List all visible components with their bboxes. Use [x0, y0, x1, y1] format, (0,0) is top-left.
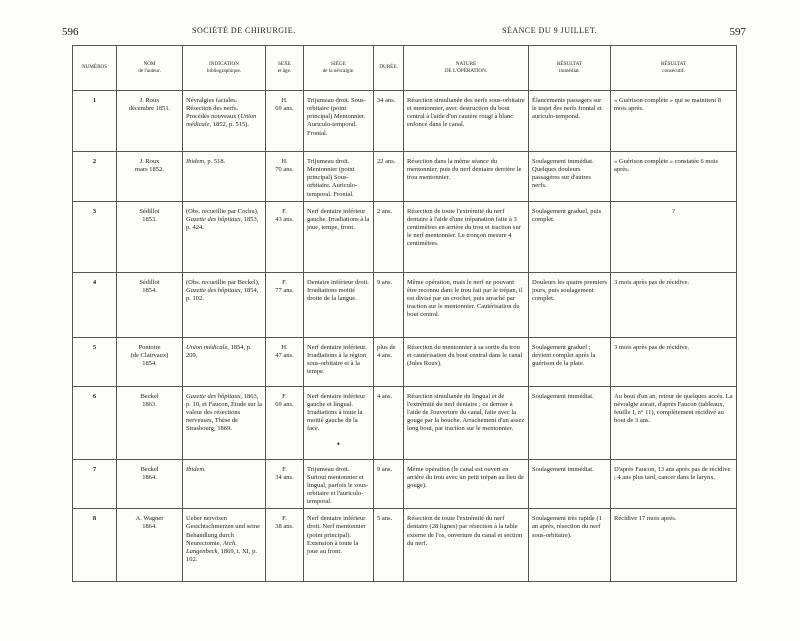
- ink-blot-mark: •: [336, 439, 341, 450]
- row-number: 4: [73, 272, 117, 337]
- row-bibliography: (Obs. recueillie par Beckel), Gazette des hôpitaux, 1854, p. 102.: [183, 272, 266, 337]
- row-immediate-result: Soulagement immédiat. Quelques douleurs passagères sur d'autres nerfs.: [529, 152, 611, 202]
- table-row: [73, 91, 737, 152]
- col-header-operation: NATURE DE L'OPÉRATION.: [404, 46, 529, 91]
- row-seat: Trijumeau droit. Mentonnier (point principal) Sous-orbitaire. Auriculo-temporal. Frontal.: [304, 152, 374, 202]
- row-bibliography: Ueber nervösen Gesichtschmerzen und seine Behandlung durch Neurectomie, Arch. Langenbeck, 1869, t. XI, p. 102.: [183, 509, 266, 582]
- row-seat: Nerf dentaire inférieur droit. Nerf mentonnier (point principal). Extension à toute la joue au front.: [304, 509, 374, 582]
- row-number: 8: [73, 509, 117, 582]
- col-header-seat: SIÈGE de la névralgie.: [304, 46, 374, 91]
- row-seat: Nerf dentaire inférieur gauche. Irradiations à la joue, tempe, front.: [304, 201, 374, 272]
- row-author: Sédillot 1854.: [117, 272, 183, 337]
- row-bibliography: (Obs. recueillie par Cochu), Gazette des hôpitaux, 1853, p. 424.: [183, 201, 266, 272]
- row-sex-age: F. 43 ans.: [266, 201, 304, 272]
- row-operation: Résection simultanée du lingual et de l'extrémité du nerf dentaire ; ce dernier à l'aide de l'ouverture du canal, faite avec la gouge par la bouche. Arrachement d'un assez long bout, par traction sur le mentonnier.: [404, 386, 529, 459]
- row-sex-age: H. 69 ans.: [266, 91, 304, 152]
- row-author: A. Wagner 1864.: [117, 509, 183, 582]
- row-sex-age: F. 38 ans.: [266, 509, 304, 582]
- row-number: 1: [73, 91, 117, 152]
- table-row: [73, 386, 737, 459]
- row-sex-age: F. 34 ans.: [266, 459, 304, 509]
- left-running-title: SOCIÉTÉ DE CHIRURGIE.: [192, 26, 296, 35]
- neurectomy-table: [72, 45, 737, 582]
- row-later-result: D'après Faucon, 13 ans après pas de récidive ; 4 ans plus tard, cancer dans le larynx.: [611, 459, 737, 509]
- row-later-result: Récidive 17 mois après.: [611, 509, 737, 582]
- page-header: [62, 26, 746, 40]
- row-author: Pontoire (de Clairvaux) 1854.: [117, 337, 183, 386]
- row-seat: Nerf dentaire inférieur gauche et lingual. Irradiations à toute la moitié gauche de la face. •: [304, 386, 374, 459]
- col-header-immediate-result: RÉSULTAT immédiat.: [529, 46, 611, 91]
- row-later-result: Au bout d'un an, retour de quelques accès. La névralgie aurait, d'après Faucon (tableaux, feuille I, n° 11), complètement récidivé au bout de 3 ans.: [611, 386, 737, 459]
- row-sex-age: F. 69 ans.: [266, 386, 304, 459]
- row-duration: 5 ans.: [374, 509, 404, 582]
- row-number: 3: [73, 201, 117, 272]
- row-number: 6: [73, 386, 117, 459]
- table-row: [73, 459, 737, 509]
- right-page-number: 597: [729, 26, 746, 38]
- row-sex-age: F. 77 ans.: [266, 272, 304, 337]
- row-number: 7: [73, 459, 117, 509]
- row-immediate-result: Soulagement très rapide (1 an après, résection du nerf sous-orbitaire).: [529, 509, 611, 582]
- row-author: J. Roux mars 1852.: [117, 152, 183, 202]
- row-bibliography: Gazette des hôpitaux, 1863, p. 10, et Faucon, Étude sur la valeur des résections nerveuses, Thèse de Strasbourg, 1869.: [183, 386, 266, 459]
- col-header-sex-age: SEXE et âge.: [266, 46, 304, 91]
- row-sex-age: H. 70 ans.: [266, 152, 304, 202]
- row-bibliography: Union médicale, 1854, p. 209.: [183, 337, 266, 386]
- row-duration: 22 ans.: [374, 152, 404, 202]
- row-sex-age: H. 47 ans.: [266, 337, 304, 386]
- table-row: [73, 152, 737, 202]
- table-row: [73, 201, 737, 272]
- col-header-author: NOM de l'auteur.: [117, 46, 183, 91]
- col-header-duration: DURÉE.: [374, 46, 404, 91]
- row-immediate-result: Soulagement graduel ; devient complet après la guérison de la plaie.: [529, 337, 611, 386]
- row-bibliography: Ibidem, p. 518.: [183, 152, 266, 202]
- row-duration: 9 ans.: [374, 272, 404, 337]
- row-seat: Nerf dentaire inférieur. Irradiations à la région sous-orbitaire et à la tempe.: [304, 337, 374, 386]
- row-later-result: 3 mois après pas de récidive.: [611, 337, 737, 386]
- row-immediate-result: Soulagement graduel, puis complet.: [529, 201, 611, 272]
- row-duration: plus de 4 ans.: [374, 337, 404, 386]
- row-operation: Résection de toute l'extrémité du nerf dentaire (28 lignes) par résection à la table externe de l'os, ouverture du canal et section du nerf.: [404, 509, 529, 582]
- col-header-number: NUMÉROS: [73, 46, 117, 91]
- table-row: [73, 509, 737, 582]
- row-operation: Résection dans la même séance du mentonnier, puis du nerf dentaire derrière le trou mentonnier.: [404, 152, 529, 202]
- left-page-number: 596: [62, 26, 79, 38]
- row-operation: Résection du mentonnier à sa sortie du trou et cautérisation du bout central dans le canal (Jules Roux).: [404, 337, 529, 386]
- row-number: 5: [73, 337, 117, 386]
- table-header-row: [73, 46, 737, 91]
- row-bibliography: Ibidem.: [183, 459, 266, 509]
- row-operation: Résection simultanée des nerfs sous-orbitaire et mentonnier, avec destruction du bout central à l'aide d'un cautère rougi à blanc enfoncé dans le canal.: [404, 91, 529, 152]
- row-later-result: « Guérison complète » constatée 6 mois après.: [611, 152, 737, 202]
- row-duration: 2 ans.: [374, 201, 404, 272]
- row-operation: Même opération, mais le nerf ne pouvant être reconnu dans le trou fait par le trépan, il est divisé par un crochet, puis arraché par traction sur le mentonnier. Cautérisation du bout central.: [404, 272, 529, 337]
- col-header-later-result: RÉSULTAT consécutif.: [611, 46, 737, 91]
- row-duration: 4 ans.: [374, 386, 404, 459]
- row-number: 2: [73, 152, 117, 202]
- row-seat: Dentaire inférieur droit. Irradiations moitié droite de la langue.: [304, 272, 374, 337]
- row-author: Sédillot 1853.: [117, 201, 183, 272]
- row-immediate-result: Soulagement immédiat.: [529, 459, 611, 509]
- row-immediate-result: Élancements passagers sur le trajet des nerfs frontal et auriculo-temporal.: [529, 91, 611, 152]
- row-later-result: ?: [611, 201, 737, 272]
- row-operation: Même opération (le canal est ouvert en arrière du trou avec un petit trépan au lieu de gouge).: [404, 459, 529, 509]
- row-immediate-result: Soulagement immédiat.: [529, 386, 611, 459]
- row-later-result: 3 mois après pas de récidive.: [611, 272, 737, 337]
- row-operation: Résection de toute l'extrémité du nerf dentaire à l'aide d'une trépanation faite à 3 centimètres en arrière du trou et traction sur le nerf mentonnier. Le tronçon mesure 4 centimètres.: [404, 201, 529, 272]
- row-later-result: « Guérison complète » qui se maintient 8 mois après.: [611, 91, 737, 152]
- right-running-title: SÉANCE DU 9 JUILLET.: [502, 26, 598, 35]
- row-author: Beckel 1863.: [117, 386, 183, 459]
- row-author: Beckel 1864.: [117, 459, 183, 509]
- row-immediate-result: Douleurs les quatre premiers jours, puis soulagement complet.: [529, 272, 611, 337]
- table-row: [73, 272, 737, 337]
- row-duration: 9 ans.: [374, 459, 404, 509]
- col-header-bibliography: INDICATION bibliographique.: [183, 46, 266, 91]
- row-duration: 34 ans.: [374, 91, 404, 152]
- row-bibliography: Névralgies faciales. Résection des nerfs. Procédés nouveaux (Union médicale, 1852, p. 515).: [183, 91, 266, 152]
- row-author: J. Roux décembre 1851.: [117, 91, 183, 152]
- table-row: [73, 337, 737, 386]
- row-seat: Trijumeau droit. Surtout mentonnier et lingual, parfois le sous-orbitaire et l'auriculo-temporal.: [304, 459, 374, 509]
- row-seat: Trijumeau droit. Sous-orbitaire (point principal) Mentonnier. Auriculo-temporal. Frontal.: [304, 91, 374, 152]
